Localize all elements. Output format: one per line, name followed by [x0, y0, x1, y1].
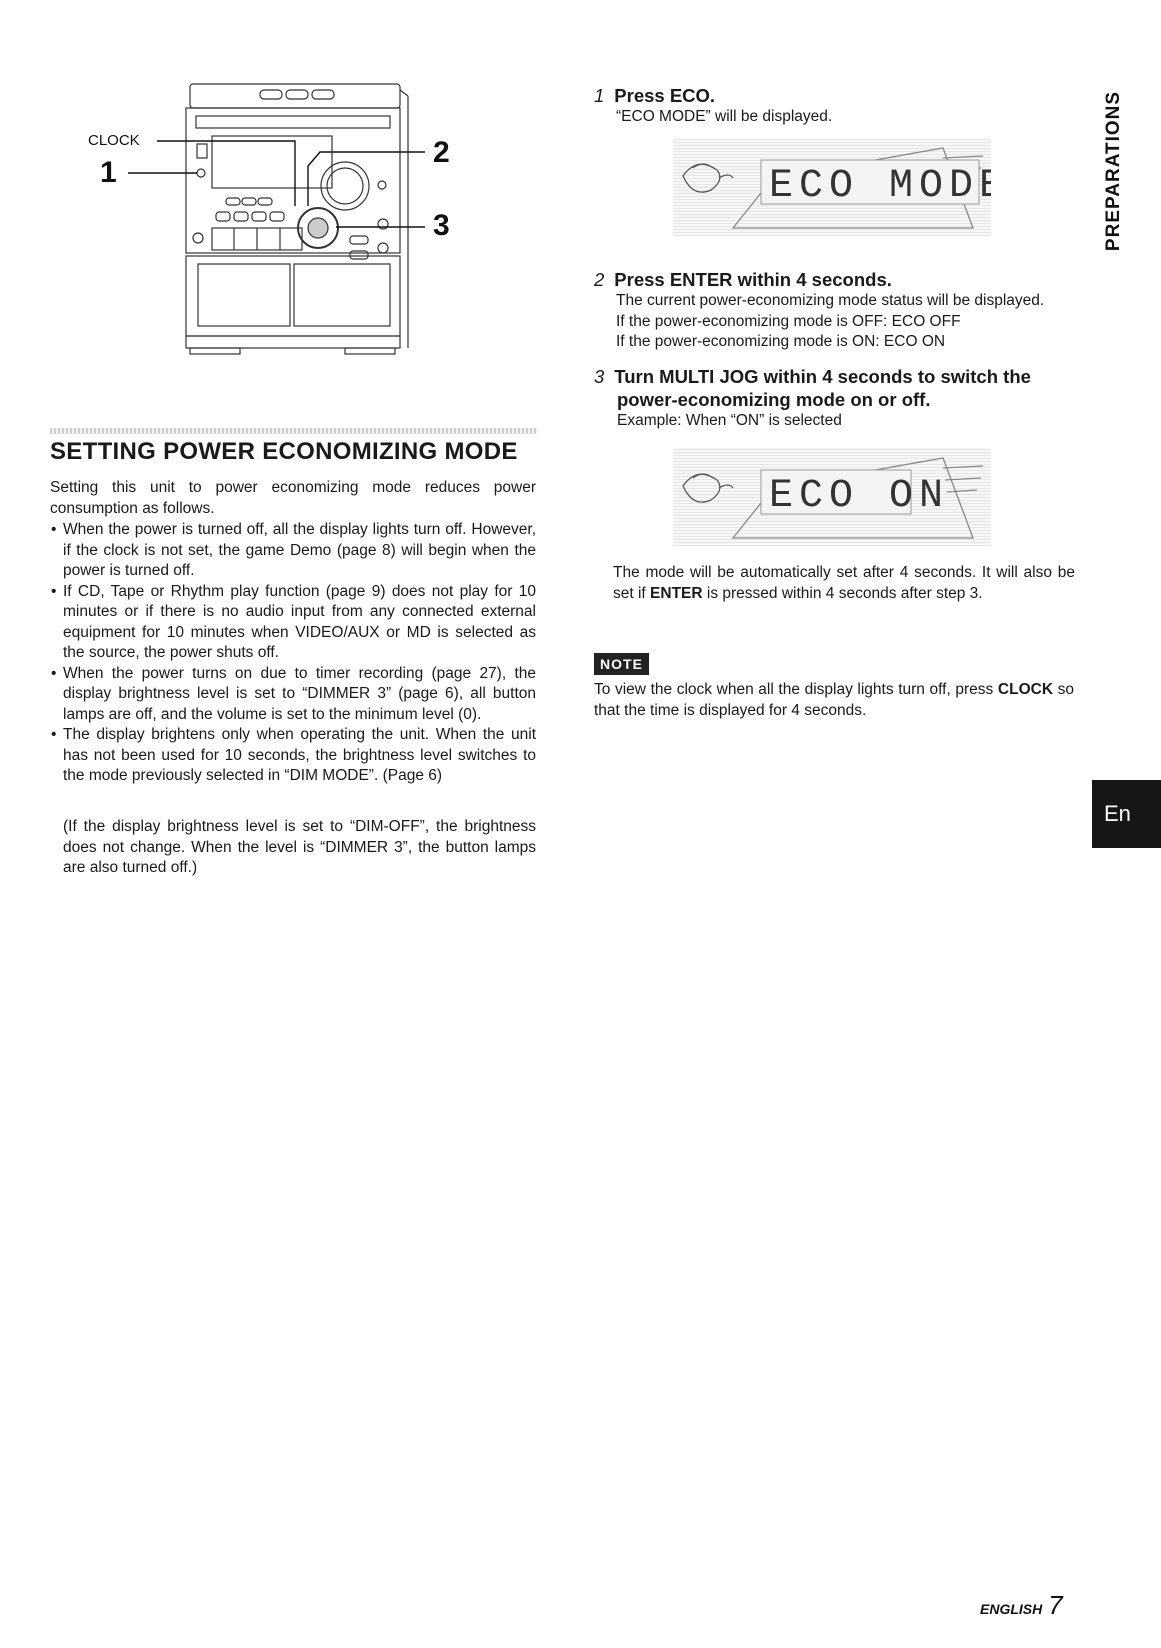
eco-on-display-text: ECO ON	[769, 474, 950, 519]
callout-number-3: 3	[433, 209, 450, 242]
step-2-line: If the power-economizing mode is OFF: ECO OFF	[616, 312, 961, 330]
brightness-note: (If the display brightness level is set to “DIM-OFF”, the brightness does not change. When the level is “DIMMER 3”, the button lamps are also turned off.)	[63, 818, 536, 876]
list-item: • When the power turns on due to timer recording (page 27), the display brightness level is set to “DIMMER 3” (page 6), all button lamps are off, and the volume is set to the minimum level (0).	[50, 664, 536, 726]
step-1-heading: Press ECO.	[614, 85, 716, 106]
economizing-effects-list	[50, 520, 536, 787]
step-2-title	[594, 268, 1084, 291]
section-heading: SETTING POWER ECONOMIZING MODE	[50, 438, 518, 465]
language-tab: En	[1092, 780, 1161, 848]
note-text: To view the clock when all the display lights turn off, press	[594, 681, 998, 698]
list-item: • If CD, Tape or Rhythm play function (page 9) does not play for 10 minutes or if there is no audio input from any connected external equipment for 10 minutes when VIDEO/AUX or MD is selected as the source, the power shuts off.	[50, 582, 536, 664]
note-paragraph	[594, 680, 1074, 721]
intro-paragraph: Setting this unit to power economizing mode reduces power consumption as follows.	[50, 479, 536, 517]
step-1-line: “ECO MODE” will be displayed.	[616, 108, 833, 125]
step-3-number: 3	[594, 366, 605, 387]
eco-on-display-illustration	[673, 448, 991, 546]
eco-on-display-drawing	[673, 448, 991, 546]
callout-number-2: 2	[433, 136, 450, 169]
enter-keyword: ENTER	[650, 584, 703, 602]
list-item: • When the power is turned off, all the display lights turn off. However, if the clock is not set, the game Demo (page 8) will begin when the power is turned off.	[50, 520, 536, 582]
preparations-label: PREPARATIONS	[1103, 90, 1124, 252]
step-3-heading: Turn MULTI JOG within 4 seconds to switch the power-economizing mode on or off.	[614, 366, 1031, 410]
auto-set-note-text: The mode will be automatically set after 4 seconds. It will also be set if	[613, 564, 1075, 602]
step-1-number: 1	[594, 85, 605, 106]
step-2-number: 2	[594, 269, 605, 290]
step-2-heading: Press ENTER within 4 seconds.	[614, 269, 892, 290]
step-3-title	[594, 365, 1084, 411]
heading-divider	[50, 428, 537, 434]
note-badge: NOTE	[594, 653, 649, 675]
stereo-unit-illustration	[40, 76, 480, 376]
eco-mode-display-text: ECO MODE	[769, 164, 991, 209]
step-3	[594, 365, 1084, 432]
step-1-title	[594, 84, 1074, 107]
page-number: 7	[1048, 1590, 1063, 1620]
step-3-line: Example: When “ON” is selected	[617, 412, 842, 429]
clock-callout-label: CLOCK	[88, 132, 140, 149]
step-2	[594, 268, 1084, 353]
page-footer	[980, 1590, 1063, 1621]
eco-mode-display-illustration	[673, 138, 991, 236]
step-2-line: If the power-economizing mode is ON: ECO ON	[616, 333, 946, 350]
clock-keyword: CLOCK	[997, 681, 1054, 698]
preparations-side-tab	[1096, 76, 1132, 266]
eco-mode-display-drawing	[673, 138, 991, 236]
step-2-line: The current power-economizing mode status will be displayed.	[616, 292, 1045, 309]
auto-set-note	[613, 563, 1075, 604]
stereo-unit-drawing	[40, 76, 480, 376]
list-item: • The display brightens only when operating the unit. When the unit has not been used for 10 seconds, the brightness level switches to the mode previously selected in “DIM MODE”. (Page 6)	[50, 725, 536, 787]
callout-number-1: 1	[100, 156, 117, 189]
auto-set-note-text-end: is pressed within 4 seconds after step 3.	[702, 584, 983, 602]
note-text-end: so that the time is displayed for 4 seconds.	[594, 681, 1074, 719]
footer-language: ENGLISH	[980, 1601, 1043, 1617]
step-1	[594, 84, 1074, 128]
